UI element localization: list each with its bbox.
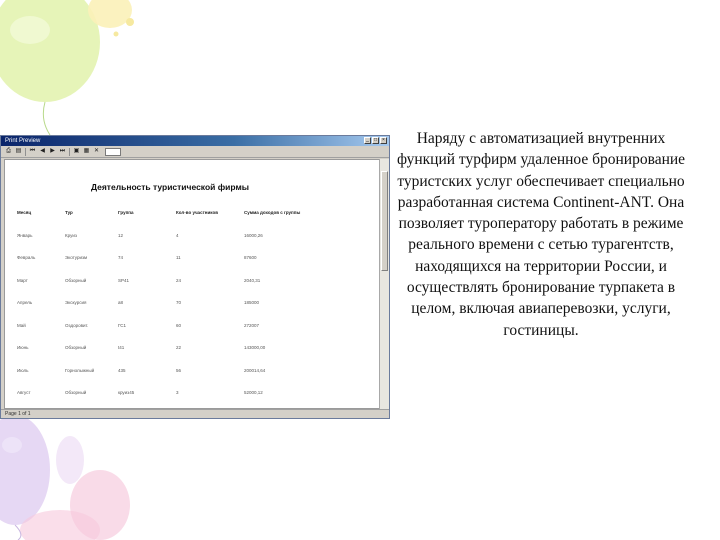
table-cell: 52000,12 — [244, 390, 263, 396]
table-cell: 11 — [176, 255, 181, 261]
table-cell: 16000,26 — [244, 232, 263, 238]
page-status: Page 1 of 1 — [5, 411, 31, 417]
table-cell: 12 — [118, 232, 124, 238]
window-titlebar — [1, 136, 389, 146]
table-cell: Оздоровит. — [65, 322, 89, 328]
report-title: Деятельность туристической фирмы — [90, 182, 250, 192]
table-cell: Июнь — [17, 345, 29, 351]
table-cell: Апрель — [17, 300, 33, 306]
description-text: Наряду с автоматизацией внутренних функций турфирм удаленное бронирование туристских услуг обеспечивает специально разработанная система Continent-ANT. Она позволяет туроператору работать в режиме реального времени с сетью турагентств, находящихся на территории России, и осуществлять бронирование турпакета в целом, включая авиаперевозки, услуги, гостиницы. — [396, 130, 686, 339]
table-cell: 87600 — [244, 255, 257, 261]
table-row — [17, 269, 324, 292]
maximize-button[interactable]: □ — [373, 137, 378, 143]
close-preview-icon[interactable]: ✕ — [93, 148, 100, 154]
next-page-icon[interactable]: ▶ — [50, 148, 55, 154]
column-header: Тур — [65, 209, 73, 215]
prev-page-icon[interactable]: ◀ — [40, 148, 45, 154]
table-cell: ГС1 — [118, 322, 126, 328]
table-row — [17, 359, 324, 382]
table-row — [17, 337, 324, 360]
table-cell: Обзорный — [65, 277, 87, 283]
table-header-row — [17, 200, 324, 224]
table-cell: Экскурсия — [65, 300, 87, 306]
table-cell: 3 — [176, 390, 179, 396]
table-row — [17, 224, 324, 247]
table-cell: t41 — [118, 345, 125, 351]
table-cell: 272007 — [244, 322, 260, 328]
table-cell: Август — [17, 390, 31, 396]
table-cell: 4 — [176, 232, 179, 238]
table-cell: 185000 — [244, 300, 260, 306]
close-button[interactable]: × — [380, 137, 387, 144]
table-row — [17, 247, 324, 270]
table-cell: 22 — [176, 345, 182, 351]
table-row — [17, 314, 324, 337]
table-cell: 143000,00 — [244, 345, 266, 351]
table-cell: Январь — [17, 232, 33, 238]
window-title: Print Preview — [5, 138, 41, 144]
table-cell: 60 — [176, 322, 182, 328]
status-bar — [1, 409, 389, 418]
export-icon[interactable]: ▦ — [83, 148, 90, 154]
table-cell: круиз45 — [118, 390, 135, 396]
table-cell: 2040,31 — [244, 277, 261, 283]
scrollbar-thumb[interactable] — [381, 171, 388, 271]
zoom-select[interactable] — [105, 148, 121, 156]
table-cell: Май — [17, 322, 26, 328]
toolbar-separator — [25, 148, 26, 156]
table-cell: 56 — [176, 367, 182, 373]
table-row — [17, 292, 324, 315]
table-cell: 24 — [176, 277, 182, 283]
preview-toolbar — [1, 146, 389, 158]
table-cell: Обзорный — [65, 345, 87, 351]
table-row — [17, 382, 324, 405]
table-cell: Горнолыжный — [65, 367, 95, 373]
page-setup-icon[interactable]: ▣ — [73, 148, 80, 154]
table-cell: Круиз — [65, 232, 77, 238]
table-cell: Июль — [17, 367, 29, 373]
table-cell: SP41 — [118, 277, 130, 283]
report-table — [17, 200, 324, 409]
column-header: Месяц — [17, 209, 32, 215]
vertical-scrollbar[interactable] — [379, 159, 389, 409]
column-header: Группа — [118, 209, 134, 215]
column-header: Сумма доходов с группы — [244, 209, 301, 215]
window-controls — [364, 136, 389, 146]
print-icon[interactable]: ⎙ — [6, 148, 11, 154]
report-page — [4, 159, 380, 409]
table-cell: 435 — [118, 367, 126, 373]
table-cell: 200014,64 — [244, 367, 266, 373]
table-cell: 74 — [118, 255, 124, 261]
save-icon[interactable]: ▤ — [15, 148, 22, 154]
minimize-button[interactable]: _ — [364, 137, 371, 144]
table-cell: Март — [17, 277, 28, 283]
column-header: Кол-во участников — [176, 209, 218, 215]
table-cell: Экотуризм — [65, 255, 88, 261]
last-page-icon[interactable]: ⏭ — [59, 148, 66, 154]
table-cell: Февраль — [17, 255, 36, 261]
table-cell: a8 — [118, 300, 124, 306]
toolbar-separator — [69, 148, 70, 156]
print-preview-window — [0, 135, 390, 419]
table-cell: Обзорный — [65, 390, 87, 396]
first-page-icon[interactable]: ⏮ — [29, 148, 36, 154]
table-cell: 70 — [176, 300, 182, 306]
report-table-body — [17, 224, 324, 409]
